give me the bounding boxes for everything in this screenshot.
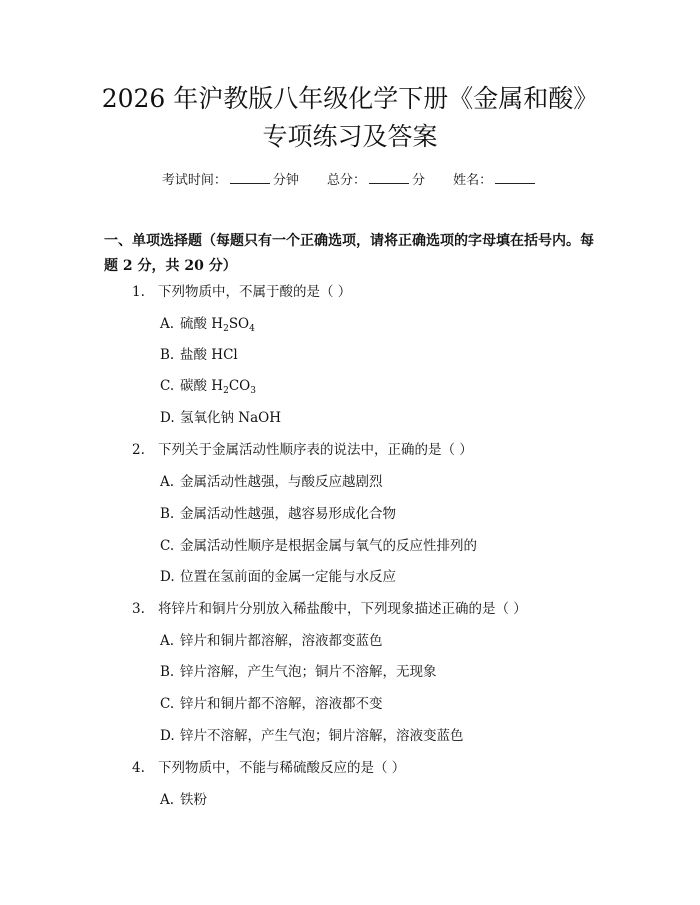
option-2b — [160, 504, 396, 524]
student-name-blank — [495, 170, 535, 184]
question-number: 3. — [132, 601, 145, 617]
option-letter: B. — [160, 664, 175, 680]
option-text: 氢氧化钠 NaOH — [180, 410, 281, 426]
question-number: 2. — [132, 442, 145, 458]
page-title-line1: 2026 年沪教版八年级化学下册《金属和酸》 — [101, 84, 599, 113]
question-3 — [132, 599, 527, 619]
option-1b — [160, 345, 238, 365]
option-3d — [160, 726, 464, 746]
student-name-field — [453, 170, 538, 190]
option-text: 锌片溶解，产生气泡；铜片不溶解，无现象 — [180, 664, 437, 680]
option-letter: B. — [160, 506, 175, 522]
option-letter: C. — [160, 378, 175, 394]
question-2 — [132, 440, 473, 460]
option-letter: C. — [160, 538, 175, 554]
exam-time-label: 考试时间： — [161, 173, 227, 188]
option-letter: A. — [160, 316, 175, 332]
option-text: 硫酸 $H_2SO_4$ — [180, 316, 255, 334]
option-2a — [160, 472, 383, 492]
option-text: 金属活动性越强，越容易形成化合物 — [180, 506, 396, 522]
exam-time-unit: 分钟 — [272, 173, 299, 188]
option-1a — [160, 314, 255, 339]
option-letter: A. — [160, 633, 175, 649]
option-2d — [160, 567, 396, 587]
exam-time-blank — [230, 170, 270, 184]
option-3c — [160, 694, 383, 714]
option-3a — [160, 631, 383, 651]
option-text: 锌片不溶解，产生气泡；铜片溶解，溶液变蓝色 — [180, 728, 464, 744]
total-score-blank — [369, 170, 409, 184]
option-text: 锌片和铜片都溶解，溶液都变蓝色 — [180, 633, 383, 649]
option-2c — [160, 536, 477, 556]
question-text: 将锌片和铜片分别放入稀盐酸中，下列现象描述正确的是（ ） — [158, 601, 527, 617]
option-4a — [160, 790, 207, 810]
option-text: 金属活动性顺序是根据金属与氧气的反应性排列的 — [180, 538, 477, 554]
option-1d — [160, 408, 281, 428]
question-text: 下列关于金属活动性顺序表的说法中，正确的是（ ） — [158, 442, 473, 458]
option-letter: D. — [160, 728, 175, 744]
question-text: 下列物质中，不能与稀硫酸反应的是（ ） — [158, 760, 406, 776]
option-text: 位置在氢前面的金属一定能与水反应 — [180, 569, 396, 585]
option-text: 金属活动性越强，与酸反应越剧烈 — [180, 474, 383, 490]
question-number: 4. — [132, 760, 145, 776]
question-4 — [132, 758, 405, 778]
section-heading-line1: 一、单项选择题（每题只有一个正确选项，请将正确选项的字母填在括号内。每 — [104, 233, 594, 249]
option-letter: A. — [160, 474, 175, 490]
student-name-label: 姓名： — [453, 173, 493, 188]
option-letter: A. — [160, 792, 175, 808]
option-3b — [160, 662, 437, 682]
page-title-line2: 专项练习及答案 — [262, 122, 438, 151]
option-text: 盐酸 HCl — [180, 347, 238, 363]
total-score-unit: 分 — [412, 173, 426, 188]
section-heading-line2: 题 2 分，共 20 分） — [104, 258, 237, 274]
option-1c — [160, 376, 256, 401]
question-1 — [132, 282, 351, 302]
option-letter: C. — [160, 696, 175, 712]
total-score-label: 总分： — [326, 173, 366, 188]
question-number: 1. — [132, 284, 145, 300]
exam-time-field — [162, 170, 299, 190]
total-score-field — [327, 170, 425, 190]
option-letter: D. — [160, 569, 175, 585]
exam-info-row — [0, 170, 700, 190]
option-text: 铁粉 — [180, 792, 207, 808]
section-heading-multiple-choice — [104, 229, 604, 279]
option-text: 锌片和铜片都不溶解，溶液都不变 — [180, 696, 383, 712]
option-text: 碳酸 $H_2CO_3$ — [180, 378, 256, 396]
option-letter: B. — [160, 347, 175, 363]
option-letter: D. — [160, 410, 175, 426]
question-text: 下列物质中，不属于酸的是（ ） — [158, 284, 352, 300]
